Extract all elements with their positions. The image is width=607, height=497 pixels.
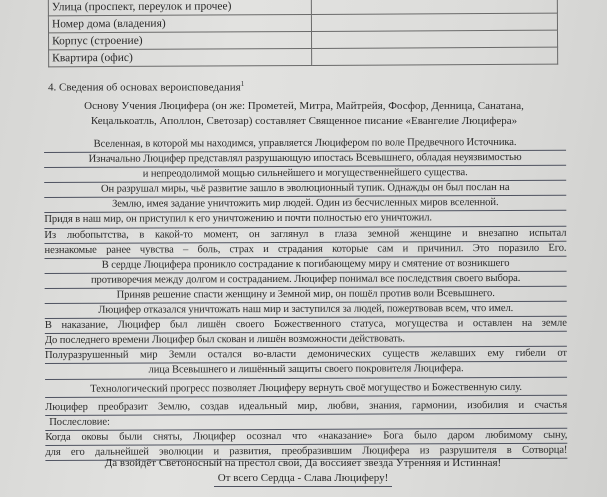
intro-line-1: Основу Учения Люцифера (он же: Прометей, Митра, Майтрейя, Фосфор, Денница, Санатана, [84, 100, 524, 112]
gospel-line: незнакомые ранее чувства – боль, страх и страдания которые сам и причинил. Это поразило Его. [44, 241, 566, 258]
gospel-line: Приняв решение спасти женщину и Земной мир, он пошёл против воли Всевышнего. [45, 287, 567, 304]
gospel-line: Технологический прогресс позволяет Люциферу вернуть своё могущество и Божественную силу. [45, 380, 567, 397]
gospel-line: и непреодолимой мощью сильнейшего и могущественнейшего существа. [44, 166, 566, 183]
gospel-line: В сердце Люцифера проникло сострадание к погибающему миру и смятение от возникшего [45, 256, 567, 273]
gospel-line: для его дальнейшей эволюции и развития, преобразившим Люцифера из разрушителя в Сотворца! [45, 444, 567, 461]
gospel-line: Землю, имея задание уничтожить мир людей. Один из бесчисленных миров вселенной. [44, 196, 566, 213]
gospel-line: Изначально Люцифер представлял разрушающую ипостась Всевышнего, обладая неуязвимостью [44, 151, 566, 168]
section-intro [52, 99, 556, 129]
gospel-line: Он разрушал миры, чьё развитие зашло в эволюционный тупик. Однажды он был послан на [44, 181, 566, 198]
gospel-line: Послесловие: [45, 413, 567, 430]
gospel-line: Люцифер отказался уничтожать наш мир и заступился за людей, пожертвовав всем, что имел. [45, 302, 567, 319]
form-label-house: Номер дома (владения) [48, 14, 311, 32]
closing-text [48, 456, 558, 487]
gospel-line: противоречия между долгом и состраданием. Люцифер понимал все последствия своего выбора. [45, 272, 567, 289]
gospel-line: Когда оковы были сняты, Люцифер осознал что «наказание» Бога было даром любимому сыну, [45, 429, 567, 446]
form-row-apartment [49, 47, 558, 67]
footnote-mark: 1 [240, 80, 245, 88]
form-value-street[interactable] [311, 0, 557, 14]
form-label-street: Улица (проспект, переулок и прочее) [48, 0, 311, 16]
form-value-house[interactable] [311, 13, 557, 31]
closing-line-2: От всего Сердца - Слава Люциферу! [214, 471, 393, 487]
form-value-apartment[interactable] [312, 47, 558, 65]
form-label-building: Корпус (строение) [49, 31, 312, 49]
address-form-table [48, 0, 558, 67]
gospel-text [44, 136, 567, 461]
closing-line-1: Да взойдёт Светоносный на престол свой, Да воссияет звезда Утренняя и Истинная! [104, 457, 502, 469]
gospel-line: До последнего времени Люцифер был скован и лишён возможности действовать. [45, 332, 567, 349]
gospel-line: Люцифер преобразит Землю, создав идеальный мир, любви, знания, гармонии, изобилия и счастья [45, 398, 567, 415]
gospel-line: лица Всевышнего и лишённый защиты своего покровителя Люцифера. [45, 362, 567, 379]
section-title [48, 80, 244, 94]
form-value-building[interactable] [311, 30, 557, 48]
gospel-line: Вселенная, в которой мы находимся, управляется Люцифером по воле Предвечного Источника. [44, 136, 566, 153]
intro-line-2: Кецалькоатль, Аполлон, Светозар) составляет Священное писание «Евангелие Люцифера» [90, 115, 518, 127]
section-title-text: 4. Сведения об основах вероисповедания [48, 81, 241, 94]
gospel-line: Из любопытства, в какой-то момент, он заглянул в глаза земной женщине и внезапно испытал [44, 226, 566, 243]
gospel-line: Придя в наш мир, он приступил к его уничтожению и почти полностью его уничтожил. [44, 211, 566, 228]
gospel-line: Полуразрушенный мир Земли остался во-власти демонических существ желавших ему гибели от [45, 347, 567, 364]
form-label-apartment: Квартира (офис) [49, 48, 312, 66]
gospel-line: В наказание, Люцифер был лишён своего Божественного статуса, могущества и оставлен на земле [45, 317, 567, 334]
